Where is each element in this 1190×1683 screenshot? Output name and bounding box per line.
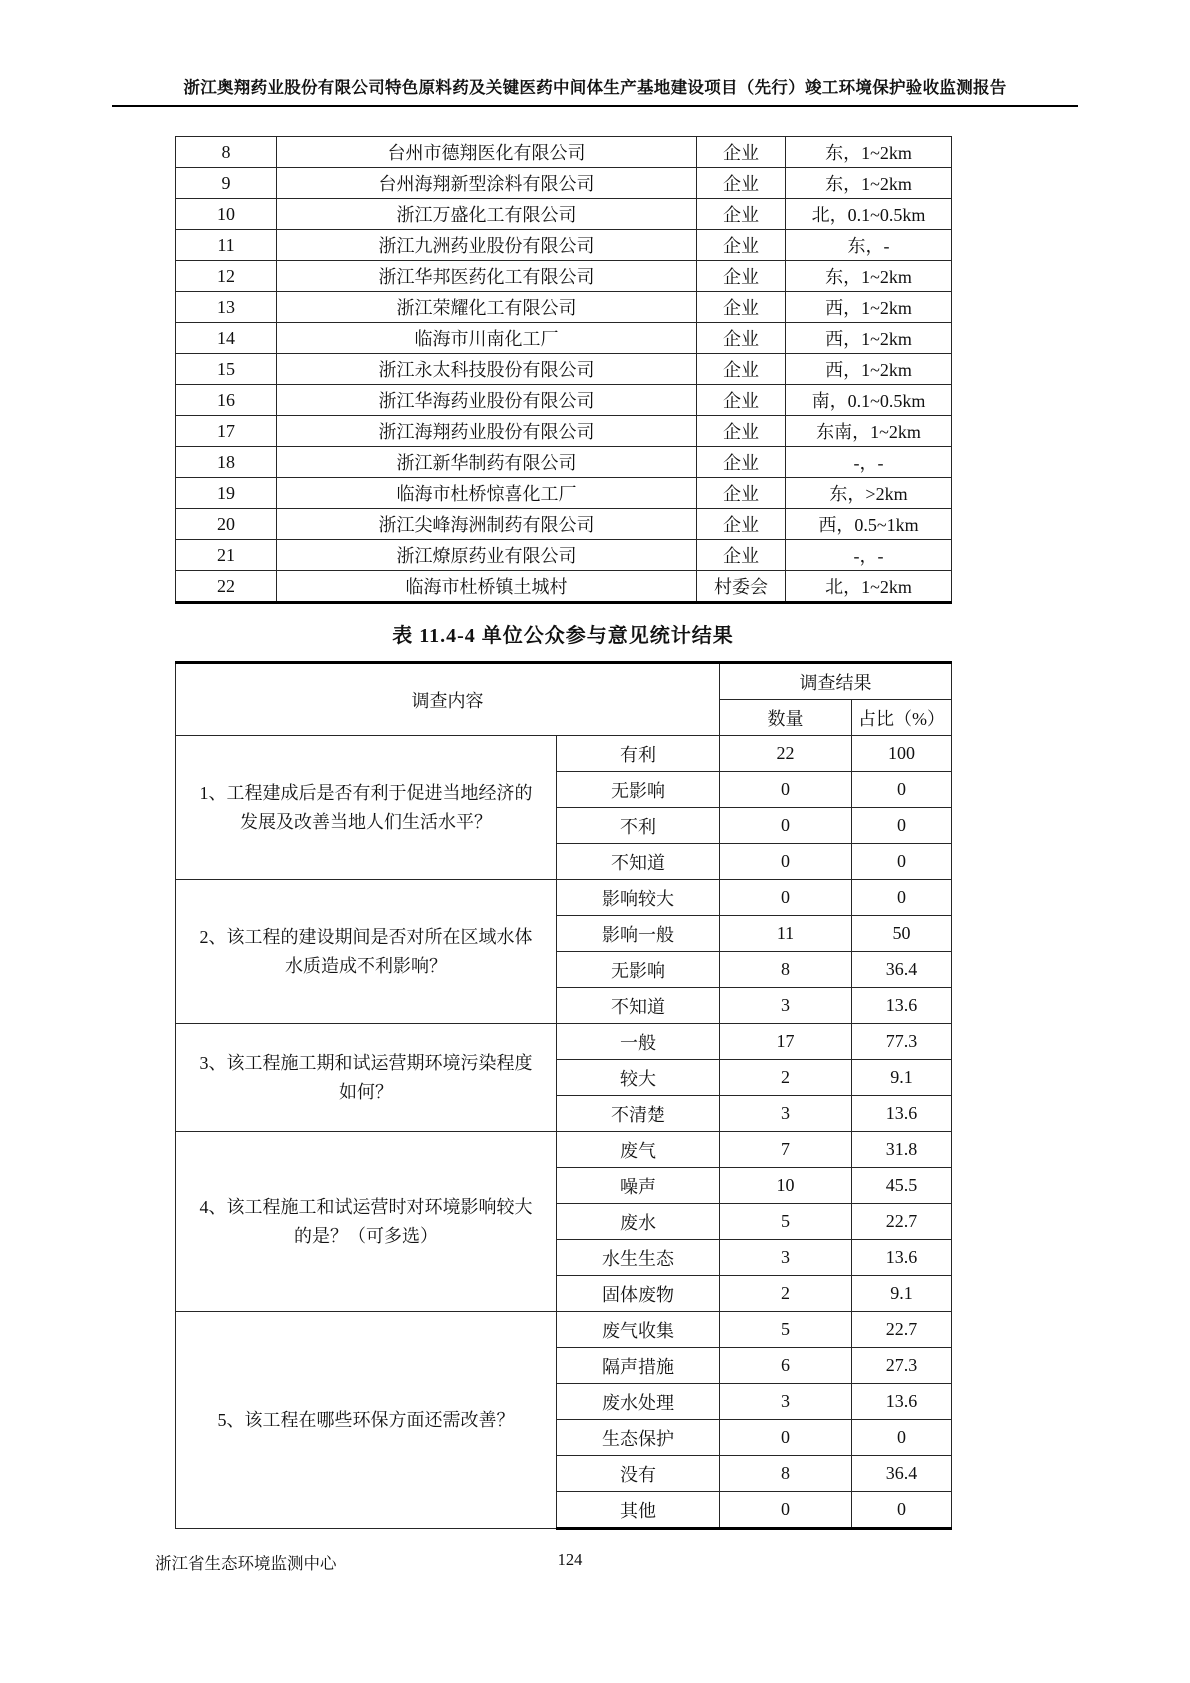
company-row xyxy=(176,416,952,447)
survey-question: 3、该工程施工期和试运营期环境污染程度如何？ xyxy=(176,1024,557,1132)
survey-question: 5、该工程在哪些环保方面还需改善？ xyxy=(176,1312,557,1529)
survey-option-count: 3 xyxy=(720,1096,852,1132)
survey-option-label: 没有 xyxy=(557,1456,720,1492)
company-row xyxy=(176,137,952,168)
survey-table xyxy=(175,661,952,1530)
company-row xyxy=(176,354,952,385)
company-location: -，- xyxy=(786,447,952,478)
company-no: 8 xyxy=(176,137,277,168)
company-type: 村委会 xyxy=(697,571,786,603)
company-row xyxy=(176,168,952,199)
survey-option-label: 隔声措施 xyxy=(557,1348,720,1384)
company-row xyxy=(176,571,952,603)
company-location: 西，1~2km xyxy=(786,354,952,385)
company-location: 东，1~2km xyxy=(786,137,952,168)
company-type: 企业 xyxy=(697,540,786,571)
company-type: 企业 xyxy=(697,354,786,385)
company-no: 12 xyxy=(176,261,277,292)
survey-option-percent: 0 xyxy=(852,880,952,916)
survey-option-count: 17 xyxy=(720,1024,852,1060)
company-type: 企业 xyxy=(697,137,786,168)
company-no: 21 xyxy=(176,540,277,571)
survey-option-percent: 9.1 xyxy=(852,1060,952,1096)
survey-table-head xyxy=(176,663,952,736)
company-row xyxy=(176,199,952,230)
company-location: 东，1~2km xyxy=(786,261,952,292)
company-name: 浙江华海药业股份有限公司 xyxy=(277,385,697,416)
survey-option-label: 废气收集 xyxy=(557,1312,720,1348)
company-location: -，- xyxy=(786,540,952,571)
survey-option-count: 0 xyxy=(720,808,852,844)
survey-option-percent: 0 xyxy=(852,844,952,880)
survey-option-label: 一般 xyxy=(557,1024,720,1060)
company-name: 浙江燎原药业有限公司 xyxy=(277,540,697,571)
survey-option-count: 0 xyxy=(720,772,852,808)
company-no: 16 xyxy=(176,385,277,416)
survey-option-count: 0 xyxy=(720,844,852,880)
survey-option-count: 3 xyxy=(720,1384,852,1420)
survey-option-count: 5 xyxy=(720,1312,852,1348)
company-no: 10 xyxy=(176,199,277,230)
survey-option-count: 5 xyxy=(720,1204,852,1240)
survey-option-percent: 13.6 xyxy=(852,1384,952,1420)
page-header: 浙江奥翔药业股份有限公司特色原料药及关键医药中间体生产基地建设项目（先行）竣工环境保护验收监测报告 xyxy=(112,74,1078,107)
survey-option-count: 0 xyxy=(720,1492,852,1529)
company-row xyxy=(176,261,952,292)
survey-option-count: 22 xyxy=(720,736,852,772)
company-no: 18 xyxy=(176,447,277,478)
survey-option-percent: 77.3 xyxy=(852,1024,952,1060)
survey-question: 4、该工程施工和试运营时对环境影响较大的是？（可多选） xyxy=(176,1132,557,1312)
company-type: 企业 xyxy=(697,323,786,354)
company-no: 14 xyxy=(176,323,277,354)
page-content xyxy=(175,136,951,1530)
company-name: 浙江万盛化工有限公司 xyxy=(277,199,697,230)
survey-option-count: 8 xyxy=(720,952,852,988)
survey-header-percent: 占比（%） xyxy=(852,700,952,736)
company-name: 浙江九洲药业股份有限公司 xyxy=(277,230,697,261)
company-location: 西，1~2km xyxy=(786,323,952,354)
company-location: 北，1~2km xyxy=(786,571,952,603)
survey-option-label: 不利 xyxy=(557,808,720,844)
survey-option-percent: 13.6 xyxy=(852,1096,952,1132)
company-name: 临海市杜桥镇土城村 xyxy=(277,571,697,603)
company-no: 22 xyxy=(176,571,277,603)
company-row xyxy=(176,323,952,354)
company-no: 9 xyxy=(176,168,277,199)
company-location: 东，1~2km xyxy=(786,168,952,199)
survey-option-label: 有利 xyxy=(557,736,720,772)
survey-option-label: 不清楚 xyxy=(557,1096,720,1132)
survey-header-content: 调查内容 xyxy=(176,663,720,736)
company-no: 20 xyxy=(176,509,277,540)
company-row xyxy=(176,292,952,323)
company-name: 临海市杜桥惊喜化工厂 xyxy=(277,478,697,509)
survey-option-percent: 22.7 xyxy=(852,1312,952,1348)
company-name: 台州市德翔医化有限公司 xyxy=(277,137,697,168)
company-type: 企业 xyxy=(697,168,786,199)
survey-option-count: 3 xyxy=(720,988,852,1024)
company-type: 企业 xyxy=(697,199,786,230)
company-type: 企业 xyxy=(697,292,786,323)
survey-option-label: 不知道 xyxy=(557,988,720,1024)
survey-row xyxy=(176,1024,952,1060)
survey-option-label: 影响一般 xyxy=(557,916,720,952)
company-no: 19 xyxy=(176,478,277,509)
company-row xyxy=(176,509,952,540)
company-location: 东，>2km xyxy=(786,478,952,509)
company-name: 浙江华邦医药化工有限公司 xyxy=(277,261,697,292)
survey-option-percent: 50 xyxy=(852,916,952,952)
survey-option-count: 0 xyxy=(720,1420,852,1456)
survey-option-count: 2 xyxy=(720,1060,852,1096)
company-row xyxy=(176,447,952,478)
company-row xyxy=(176,385,952,416)
survey-option-count: 11 xyxy=(720,916,852,952)
company-type: 企业 xyxy=(697,509,786,540)
companies-table xyxy=(175,136,952,604)
company-location: 西，1~2km xyxy=(786,292,952,323)
survey-option-percent: 36.4 xyxy=(852,1456,952,1492)
survey-option-label: 无影响 xyxy=(557,772,720,808)
company-type: 企业 xyxy=(697,261,786,292)
company-location: 北，0.1~0.5km xyxy=(786,199,952,230)
company-name: 临海市川南化工厂 xyxy=(277,323,697,354)
survey-header-count: 数量 xyxy=(720,700,852,736)
survey-option-count: 6 xyxy=(720,1348,852,1384)
company-type: 企业 xyxy=(697,478,786,509)
survey-option-percent: 0 xyxy=(852,772,952,808)
company-no: 15 xyxy=(176,354,277,385)
company-name: 浙江新华制药有限公司 xyxy=(277,447,697,478)
survey-row xyxy=(176,1312,952,1348)
survey-row xyxy=(176,1132,952,1168)
survey-option-percent: 0 xyxy=(852,1420,952,1456)
survey-option-label: 影响较大 xyxy=(557,880,720,916)
survey-option-count: 7 xyxy=(720,1132,852,1168)
company-no: 13 xyxy=(176,292,277,323)
survey-option-count: 3 xyxy=(720,1240,852,1276)
company-location: 西，0.5~1km xyxy=(786,509,952,540)
survey-question: 1、工程建成后是否有利于促进当地经济的发展及改善当地人们生活水平？ xyxy=(176,736,557,880)
company-type: 企业 xyxy=(697,230,786,261)
company-row xyxy=(176,230,952,261)
survey-option-label: 不知道 xyxy=(557,844,720,880)
company-row xyxy=(176,478,952,509)
survey-option-label: 无影响 xyxy=(557,952,720,988)
survey-option-percent: 36.4 xyxy=(852,952,952,988)
survey-option-label: 生态保护 xyxy=(557,1420,720,1456)
company-location: 东南，1~2km xyxy=(786,416,952,447)
company-name: 浙江海翔药业股份有限公司 xyxy=(277,416,697,447)
companies-table-body xyxy=(176,137,952,603)
company-name: 浙江永太科技股份有限公司 xyxy=(277,354,697,385)
survey-option-percent: 27.3 xyxy=(852,1348,952,1384)
company-no: 17 xyxy=(176,416,277,447)
footer-organization: 浙江省生态环境监测中心 xyxy=(155,1554,337,1573)
company-no: 11 xyxy=(176,230,277,261)
survey-option-count: 8 xyxy=(720,1456,852,1492)
survey-header-result: 调查结果 xyxy=(720,663,952,700)
survey-option-label: 废气 xyxy=(557,1132,720,1168)
survey-option-percent: 0 xyxy=(852,808,952,844)
company-name: 浙江尖峰海洲制药有限公司 xyxy=(277,509,697,540)
survey-option-percent: 31.8 xyxy=(852,1132,952,1168)
survey-table-body xyxy=(176,736,952,1529)
survey-option-percent: 13.6 xyxy=(852,988,952,1024)
survey-option-percent: 22.7 xyxy=(852,1204,952,1240)
company-type: 企业 xyxy=(697,385,786,416)
company-name: 浙江荣耀化工有限公司 xyxy=(277,292,697,323)
survey-option-percent: 9.1 xyxy=(852,1276,952,1312)
survey-option-percent: 45.5 xyxy=(852,1168,952,1204)
company-row xyxy=(176,540,952,571)
survey-option-count: 0 xyxy=(720,880,852,916)
company-type: 企业 xyxy=(697,447,786,478)
survey-option-label: 其他 xyxy=(557,1492,720,1529)
company-location: 南，0.1~0.5km xyxy=(786,385,952,416)
survey-option-count: 2 xyxy=(720,1276,852,1312)
survey-row xyxy=(176,736,952,772)
company-location: 东，- xyxy=(786,230,952,261)
survey-header-row-1 xyxy=(176,663,952,700)
survey-option-label: 固体废物 xyxy=(557,1276,720,1312)
survey-option-percent: 100 xyxy=(852,736,952,772)
survey-option-percent: 13.6 xyxy=(852,1240,952,1276)
survey-row xyxy=(176,880,952,916)
footer-page-number: 124 xyxy=(557,1550,583,1569)
survey-option-count: 10 xyxy=(720,1168,852,1204)
survey-option-label: 较大 xyxy=(557,1060,720,1096)
survey-option-percent: 0 xyxy=(852,1492,952,1529)
survey-option-label: 废水处理 xyxy=(557,1384,720,1420)
company-name: 台州海翔新型涂料有限公司 xyxy=(277,168,697,199)
survey-question: 2、该工程的建设期间是否对所在区域水体水质造成不利影响？ xyxy=(176,880,557,1024)
survey-option-label: 废水 xyxy=(557,1204,720,1240)
company-type: 企业 xyxy=(697,416,786,447)
survey-table-title: 表 11.4-4 单位公众参与意见统计结果 xyxy=(392,625,734,647)
survey-option-label: 噪声 xyxy=(557,1168,720,1204)
survey-option-label: 水生生态 xyxy=(557,1240,720,1276)
